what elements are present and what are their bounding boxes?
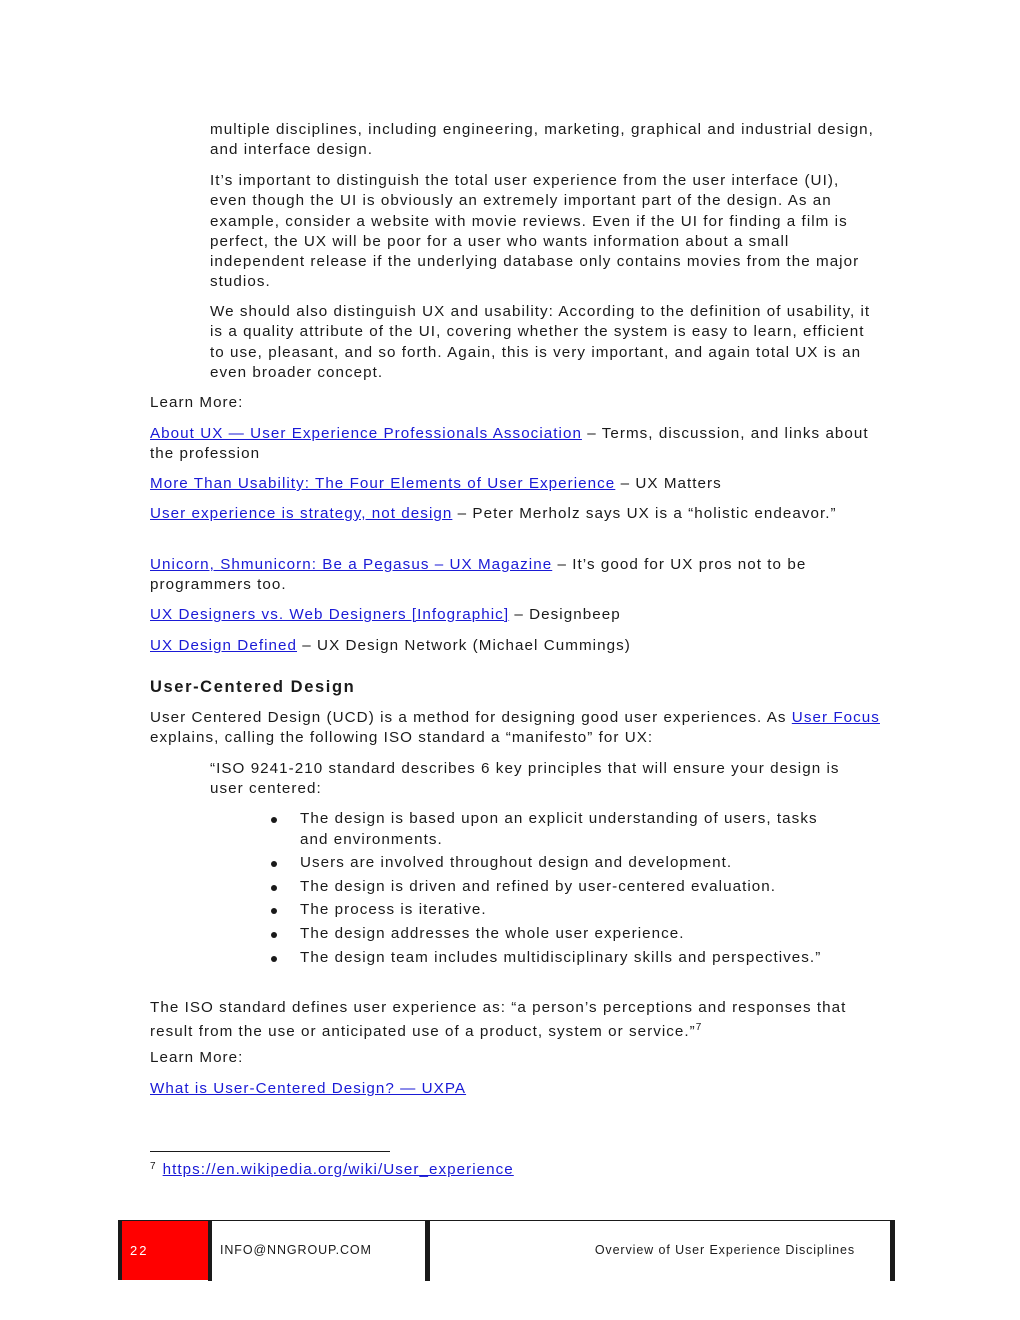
link-ux-design-defined[interactable]: UX Design Defined [150, 637, 298, 654]
footnote-link[interactable]: https://en.wikipedia.org/wiki/User_experience [162, 1161, 514, 1178]
list-item-text: The design addresses the whole user experience. [300, 924, 685, 942]
iso-definition-text: The ISO standard defines user experience as: “a person’s perceptions and responses that result from the use or anticipated use of a product, system or service.” [150, 999, 847, 1041]
list-item-text: The design is based upon an explicit understanding of users, tasks and environments. [300, 810, 818, 848]
footer-divider [890, 1221, 895, 1281]
link-item [150, 1079, 880, 1099]
list-item [268, 924, 848, 945]
link-description: – Terms, discussion, and links about the profession [150, 425, 869, 463]
link-ux-strategy[interactable]: User experience is strategy, not design [150, 505, 453, 522]
footer-page-block [118, 1221, 212, 1280]
link-about-ux[interactable]: About UX — User Experience Professionals Association [150, 425, 582, 442]
link-description: – Designbeep [509, 606, 621, 623]
link-description: – UX Design Network (Michael Cummings) [297, 637, 631, 654]
bullet-icon [271, 861, 277, 867]
section-heading: User-Centered Design [150, 678, 356, 696]
iso-definition-paragraph [150, 998, 880, 1043]
link-ux-vs-web-designers[interactable]: UX Designers vs. Web Designers [Infographic] [150, 606, 510, 623]
page-footer [118, 1220, 895, 1281]
list-item-text: The process is iterative. [300, 901, 487, 919]
link-description: – It’s good for UX pros not to be programmers too. [150, 556, 807, 594]
link-user-focus[interactable]: User Focus [791, 709, 880, 726]
link-description: – UX Matters [615, 475, 722, 492]
footnote-number: 7 [150, 1161, 157, 1172]
footer-document-title: Overview of User Experience Disciplines [594, 1243, 855, 1257]
iso-quote-intro: “ISO 9241-210 standard describes 6 key principles that will ensure your design is user centered: [210, 760, 840, 798]
paragraph-ux-vs-ui: It’s important to distinguish the total user experience from the user interface (UI), even though the UI is obviously an extremely important part of the design. As an example, consider a website with movie reviews. Even if the UI for finding a film is perfect, the UX will be poor for a user who wants information about a small independent release if the underlying database only contains movies from the major studios. [210, 172, 860, 291]
paragraph-ux-vs-usability: We should also distinguish UX and usability: According to the definition of usability, it is a quality attribute of the UI, covering whether the system is easy to learn, efficient to use, pleasant, and so forth. Again, this is very important, and again total UX is an even broader concept. [210, 303, 871, 381]
list-item [268, 809, 848, 850]
link-unicorn-pegasus[interactable]: Unicorn, Shmunicorn: Be a Pegasus – UX Magazine [150, 556, 553, 573]
bullet-icon [271, 817, 277, 823]
footer-email: INFO@NNGROUP.COM [220, 1243, 372, 1257]
bullet-icon [271, 932, 277, 938]
list-item [268, 900, 848, 921]
footnote-divider [150, 1151, 390, 1152]
ucd-intro-text-end: explains, calling the following ISO standard a “manifesto” for UX: [150, 729, 654, 747]
principles-list [268, 809, 848, 971]
learn-more-label: Learn More: [150, 394, 244, 411]
footnote-reference: 7 [695, 1022, 703, 1034]
list-item [268, 853, 848, 874]
bullet-icon [271, 908, 277, 914]
link-description: – Peter Merholz says UX is a “holistic endeavor.” [452, 505, 837, 522]
footer-divider [208, 1221, 212, 1281]
link-item [150, 474, 880, 494]
list-item-text: Users are involved throughout design and development. [300, 854, 733, 872]
list-item [268, 948, 848, 969]
footer-divider [425, 1221, 430, 1281]
learn-more-label: Learn More: [150, 1049, 244, 1066]
list-item-text: The design team includes multidisciplinary skills and perspectives.” [300, 948, 822, 966]
list-item-text: The design is driven and refined by user-centered evaluation. [300, 877, 777, 895]
paragraph-disciplines: multiple disciplines, including engineering, marketing, graphical and industrial design, and interface design. [210, 121, 874, 159]
bullet-icon [271, 885, 277, 891]
bullet-icon [271, 956, 277, 962]
footnote [150, 1161, 514, 1178]
link-item [150, 636, 880, 656]
link-what-is-ucd[interactable]: What is User-Centered Design? — UXPA [150, 1080, 467, 1097]
link-item [150, 504, 880, 524]
link-item [150, 605, 880, 625]
link-item [150, 555, 880, 596]
ucd-intro-text: User Centered Design (UCD) is a method for designing good user experiences. As [150, 709, 792, 726]
link-more-than-usability[interactable]: More Than Usability: The Four Elements of User Experience [150, 475, 616, 492]
link-item [150, 424, 880, 465]
ucd-intro-paragraph [150, 708, 880, 749]
list-item [268, 877, 848, 898]
page-number: 22 [130, 1243, 149, 1258]
